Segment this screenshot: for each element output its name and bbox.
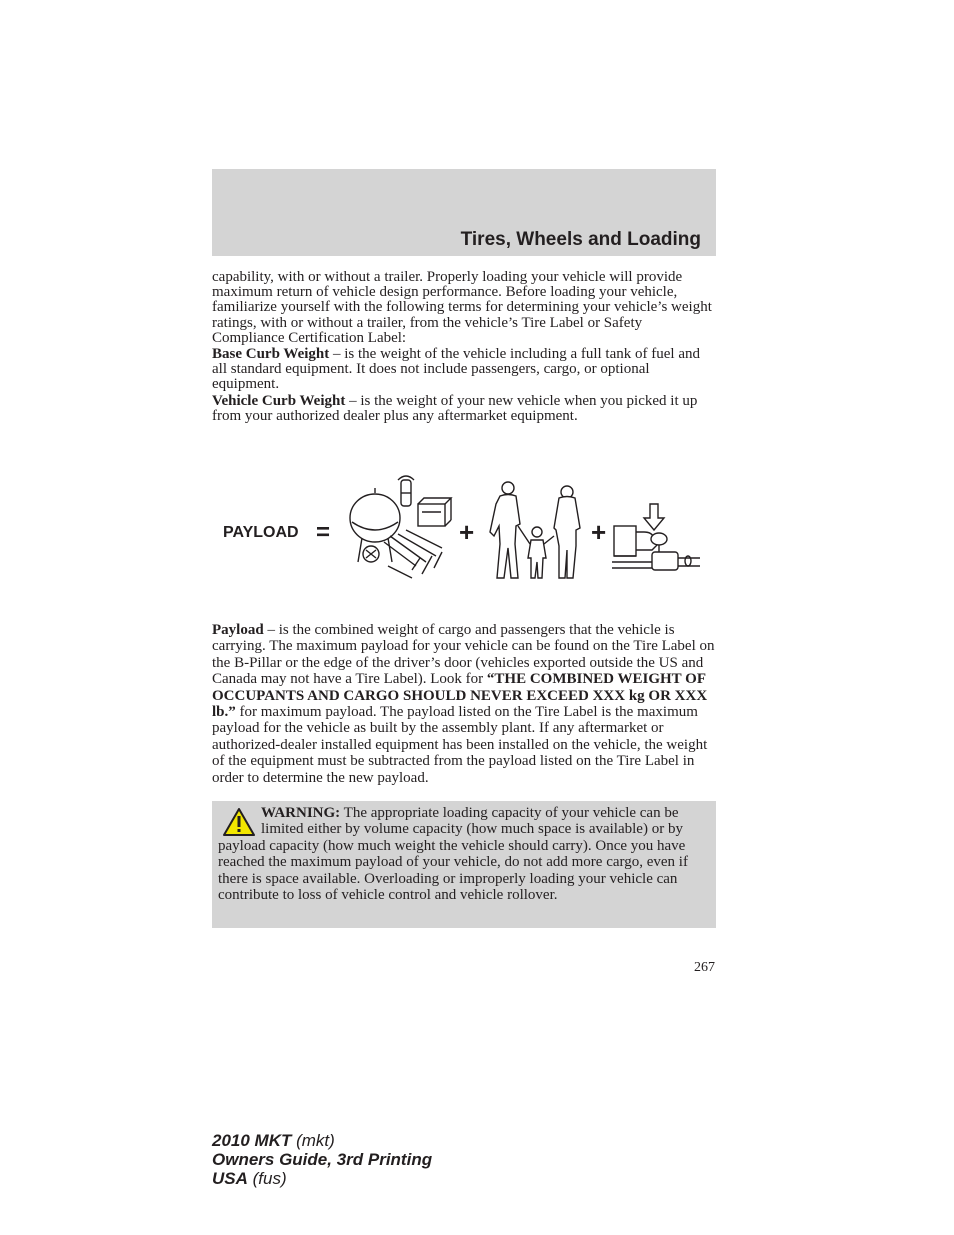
footer-line-1: 2010 MKT (mkt) xyxy=(212,1131,335,1150)
section-header xyxy=(212,169,716,256)
cargo-icon xyxy=(350,476,451,578)
intro-text: capability, with or without a trailer. Properly loading your vehicle will provide maximum return of vehicle design performance. Before loading your vehicle, familiarize yourself with the following terms for determining your vehicle’s weight ratings, with or without a trailer, from the vehicle’s Tire Label or Safety Compliance Certification Label: xyxy=(212,269,712,346)
payload-definition-1: – is the combined weight of cargo and passengers that the vehicle is carrying. The maximum payload for your vehicle can be found on the Tire Label on the B-Pillar or the edge of the driver’s door (vehicles exported outside the US and Canada may not have a Tire Label). Look for xyxy=(212,622,715,688)
warning-text xyxy=(218,805,712,903)
plus-sign-1: + xyxy=(459,517,475,547)
vehicle-curb-weight-term: Vehicle Curb Weight xyxy=(212,393,346,409)
base-curb-weight-definition: – is the weight of the vehicle including a full tank of fuel and all standard equipment. It does not include passengers, cargo, or optional equipment. xyxy=(212,346,700,393)
base-curb-weight-term: Base Curb Weight xyxy=(212,346,330,362)
payload-definition-2: for maximum payload. The payload listed on the Tire Label is the maximum payload for the vehicle as built by the assembly plant. If any aftermarket or authorized-dealer installed equipment has been installed on the vehicle, the weight of the equipment must be subtracted from the payload listed on the Tire Label in order to determine the new payload. xyxy=(212,704,708,786)
plus-sign-2: + xyxy=(591,517,607,547)
footer-line-3: USA (fus) xyxy=(212,1169,287,1188)
vehicle-curb-weight-definition: – is the weight of your new vehicle when you picked it up from your authorized dealer plus any aftermarket equipment. xyxy=(212,393,698,425)
vehicle-curb-weight-paragraph xyxy=(212,394,716,424)
warning-label: WARNING: xyxy=(261,805,341,821)
payload-label: PAYLOAD xyxy=(223,524,299,541)
base-curb-weight-paragraph xyxy=(212,347,716,393)
payload-paragraph xyxy=(212,622,716,786)
payload-label-quote: “THE COMBINED WEIGHT OF OCCUPANTS AND CARGO SHOULD NEVER EXCEED XXX kg OR XXX lb.” xyxy=(212,671,708,721)
warning-body: The appropriate loading capacity of your vehicle can be limited either by volume capacity (how much space is available) or by payload capacity (how much weight the vehicle should carry). Once you have reached the maximum payload of your vehicle, do not add more cargo, even if there is space available. Overloading or improperly loading your vehicle can contribute to loss of vehicle control and vehicle rollover. xyxy=(218,805,688,904)
warning-box xyxy=(212,801,716,928)
trailer-hitch-icon xyxy=(612,504,700,570)
passengers-icon xyxy=(490,482,580,578)
payload-term: Payload xyxy=(212,622,264,638)
footer xyxy=(212,1131,432,1188)
equals-sign: = xyxy=(316,519,331,546)
payload-illustration xyxy=(212,466,716,588)
footer-line-2: Owners Guide, 3rd Printing xyxy=(212,1150,433,1169)
intro-paragraph xyxy=(212,270,716,346)
section-title: Tires, Wheels and Loading xyxy=(460,229,701,250)
page-number: 267 xyxy=(694,960,715,975)
